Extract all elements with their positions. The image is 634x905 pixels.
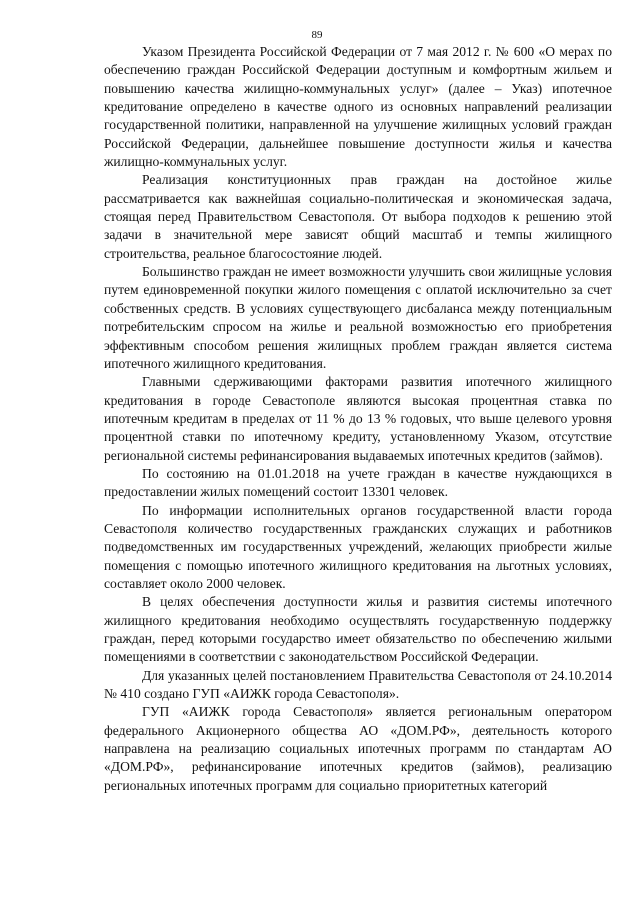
paragraph-decree: Указом Президента Российской Федерации от 7 мая 2012 г. № 600 «О мерах по обеспечению граждан Российской Федерации доступным и комфортным жильем и повышению качества жилищно-коммунальных услуг» (далее – Указ) ипотечное кредитование определено в качестве одного из основных направлений реализации государственной политики, направленной на улучшение жилищных условий граждан Российской Федерации, дальнейшее повышение доступности жилья и качества жилищно-коммунальных услуг.	[104, 44, 612, 170]
page-number: 89	[311, 29, 323, 41]
paragraph-housing-rights: Реализация конституционных прав граждан на достойное жилье рассматривается как важнейшая социально-политическая и экономическая задача, стоящая перед Правительством Севастополя. От выбора подходов к решению этой задачи в значительной мере зависят общий масштаб и темпы жилищного строительства, реальное благосостояние людей.	[104, 172, 612, 261]
paragraph-citizens-capability: Большинство граждан не имеет возможности улучшить свои жилищные условия путем единовременной покупки жилого помещения с оплатой исключительно за счет собственных средств. В условиях существующего дисбаланса между потенциальным потребительским спросом на жилье и реальной возможностью его приобретения эффективным способом решения жилищных проблем граждан является система ипотечного жилищного кредитования.	[104, 264, 612, 371]
paragraph-agency-creation: Для указанных целей постановлением Правительства Севастополя от 24.10.2014 № 410 создано ГУП «АИЖК города Севастополя».	[104, 667, 612, 702]
document-body	[104, 43, 612, 795]
paragraph-waiting-list: По состоянию на 01.01.2018 на учете граждан в качестве нуждающихся в предоставлении жилых помещений состоит 13301 человек.	[104, 465, 612, 500]
paragraph-constraining-factors: Главными сдерживающими факторами развития ипотечного жилищного кредитования в городе Севастополе являются высокая процентная ставка по ипотечным кредитам в пределах от 11 % до 13 % годовых, что выше целевого уровня процентной ставки по ипотечному кредиту, установленному Указом, отсутствие региональной системы рефинансирования выдаваемых ипотечных кредитов (займов).	[104, 374, 612, 463]
paragraph-state-support: В целях обеспечения доступности жилья и развития системы ипотечного жилищного кредитования необходимо осуществлять государственную поддержку граждан, перед которыми государство имеет обязательство по обеспечению жилыми помещениями в соответствии с законодательством Российской Федерации.	[104, 594, 612, 665]
paragraph-regional-operator: ГУП «АИЖК города Севастополя» является региональным оператором федерального Акционерного общества АО «ДОМ.РФ», деятельность которого направлена на реализацию социальных ипотечных программ по стандартам АО «ДОМ.РФ», рефинансирование ипотечных кредитов (займов), реализацию региональных ипотечных программ для социально приоритетных категорий	[104, 704, 612, 793]
paragraph-civil-servants: По информации исполнительных органов государственной власти города Севастополя количество государственных гражданских служащих и работников подведомственных им государственных учреждений, желающих приобрести жилые помещения с помощью ипотечного жилищного кредитования на льготных условиях, составляет около 2000 человек.	[104, 502, 612, 591]
